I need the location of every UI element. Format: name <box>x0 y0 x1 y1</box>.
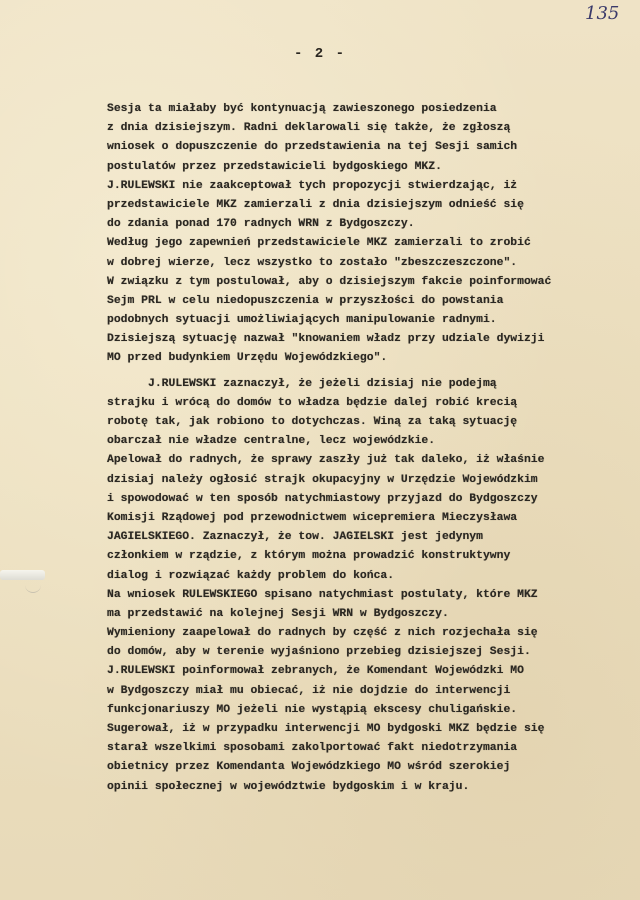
text-line: wniosek o dopuszczenie do przedstawienia na tej Sesji samich <box>107 141 518 154</box>
text-line: Wymieniony zaapelował do radnych by część z nich rozjechała się <box>107 627 538 640</box>
text-line: opinii społecznej w województwie bydgoskim i w kraju. <box>107 780 470 793</box>
text-line: Sugerował, iż w przypadku interwencji MO bydgoski MKZ będzie się <box>107 723 545 735</box>
text-line: Według jego zapewnień przedstawiciele MKZ zamierzali to zrobić <box>107 237 531 250</box>
text-line: W związku z tym postulował, aby o dzisiejszym fakcie poinformować <box>107 275 552 288</box>
text-line: Na wniosek RULEWSKIEGO spisano natychmiast postulaty, które MKZ <box>107 588 538 601</box>
text-line: JAGIELSKIEGO. Zaznaczył, że tow. JAGIELSKI jest jedynym <box>107 531 483 544</box>
page-number: - 2 - <box>293 46 346 62</box>
text-line: Sejm PRL w celu niedopuszczenia w przyszłości do powstania <box>107 294 504 307</box>
text-line: Sesja ta miałaby być kontynuacją zawieszonego posiedzenia <box>107 103 497 115</box>
text-line: dialog i rozwiązać każdy problem do końca. <box>107 569 395 582</box>
text-line: J.RULEWSKI nie zaakceptował tych propozycji stwierdzając, iż <box>107 179 518 192</box>
text-line: strajku i wrócą do domów to władza będzie dalej robić krecią <box>107 396 518 409</box>
text-line: J.RULEWSKI poinformował zebranych, że Komendant Wojewódzki MO <box>107 665 524 678</box>
text-line: obarczał nie władze centralne, lecz wojewódzkie. <box>107 435 436 448</box>
text-line: z dnia dzisiejszym. Radni deklarowali się także, że zgłoszą <box>107 122 511 135</box>
text-line: starał wszelkimi sposobami zakolportować fakt niedotrzymania <box>107 742 518 755</box>
text-line: postulatów przez przedstawicieli bydgoskiego MKZ. <box>107 160 442 173</box>
text-line: do domów, aby w terenie wyjaśniono przebieg dzisiejszej Sesji. <box>107 646 531 659</box>
handwritten-folio-number: 135 <box>585 3 620 24</box>
text-line: Apelował do radnych, że sprawy zaszły już tak daleko, iż właśnie <box>107 454 545 467</box>
text-line: i spowodować w ten sposób natychmiastowy przyjazd do Bydgoszczy <box>107 492 538 505</box>
typewritten-body <box>107 100 637 797</box>
text-line: funkcjonariuszy MO jeżeli nie wystąpią ekscesy chuligańskie. <box>107 703 518 716</box>
text-line: przedstawiciele MKZ zamierzali z dnia dzisiejszym odnieść się <box>107 198 524 211</box>
text-line: robotę tak, jak robiono to dotychczas. Winą za taką sytuację <box>107 416 518 428</box>
text-line: MO przed budynkiem Urzędu Wojewódzkiego". <box>107 352 388 365</box>
text-line: w dobrej wierze, lecz wszystko to zostało "zbeszczeszczone". <box>107 256 518 269</box>
text-line: podobnych sytuacji umożliwiających manipulowanie radnymi. <box>107 314 497 327</box>
text-line: dzisiaj należy ogłosić strajk okupacyjny w Urzędzie Wojewódzkim <box>107 473 538 486</box>
text-line: do zdania ponad 170 radnych WRN z Bydgoszczy. <box>107 218 415 231</box>
text-line: Komisji Rządowej pod przewodnictwem wicepremiera Mieczysława <box>107 511 518 524</box>
text-line: w Bydgoszczy miał mu obiecać, iż nie dojdzie do interwencji <box>107 684 511 697</box>
text-line: ma przedstawić na kolejnej Sesji WRN w Bydgoszczy. <box>107 607 449 620</box>
binding-string-tail <box>25 578 41 593</box>
text-line: J.RULEWSKI zaznaczył, że jeżeli dzisiaj nie podejmą <box>107 377 497 390</box>
text-line: członkiem w rządzie, z którym można prowadzić konstruktywny <box>107 550 511 563</box>
text-line: obietnicy przez Komendanta Wojewódzkiego MO wśród szerokiej <box>107 761 511 774</box>
text-line: Dzisiejszą sytuację nazwał "knowaniem władz przy udziale dywizji <box>107 333 545 346</box>
